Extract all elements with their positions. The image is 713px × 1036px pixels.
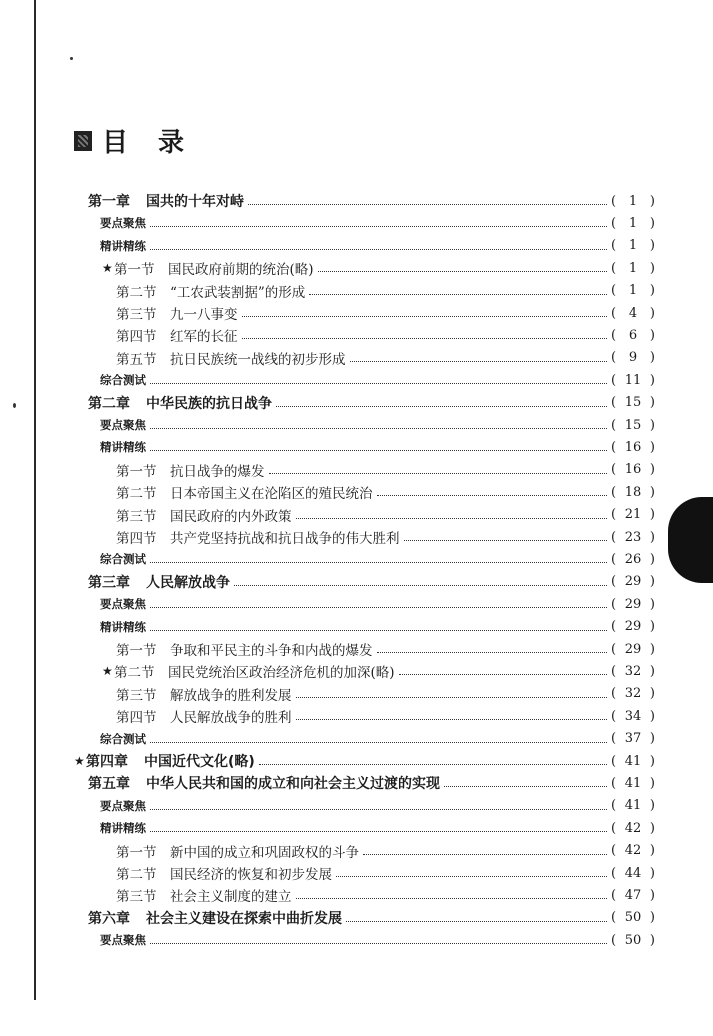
page-title: 目 录 (102, 128, 187, 158)
toc-entry-label (116, 841, 359, 861)
toc-entry[interactable] (116, 683, 655, 705)
dot-leader (296, 897, 608, 899)
toc-page-number: ( 29 ) (611, 596, 655, 612)
toc-entry-title: 人民解放战争的胜利 (170, 710, 292, 727)
toc-entry[interactable] (102, 660, 655, 682)
toc-entry[interactable] (100, 212, 655, 234)
page-number-value: 50 (624, 932, 642, 948)
toc-entry[interactable] (100, 795, 655, 817)
toc-entry[interactable] (100, 929, 655, 951)
toc-page-number: ( 29 ) (611, 574, 655, 590)
toc-entry-label (116, 639, 373, 659)
toc-page-number: ( 42 ) (611, 820, 655, 836)
toc-page-number: ( 1 ) (611, 238, 655, 254)
toc-entry-label (100, 820, 146, 836)
toc-page-number: ( 6 ) (611, 327, 655, 343)
toc-entry-title: 红军的长征 (170, 329, 238, 346)
toc-entry[interactable] (116, 638, 655, 660)
toc-entry-number: 第三节 (116, 687, 157, 704)
toc-entry-label (116, 885, 292, 905)
toc-entry-label (100, 417, 146, 433)
toc-entry-label (116, 281, 305, 301)
page-number-value: 1 (628, 283, 638, 299)
toc-entry-number: 第四节 (116, 329, 157, 346)
dot-leader (350, 360, 608, 362)
toc-entry-number: 第二节 (116, 486, 157, 503)
toc-entry-number: 第五节 (116, 351, 157, 368)
toc-page-number: ( 41 ) (611, 775, 655, 791)
toc-entry[interactable] (116, 840, 655, 862)
toc-entry-label (88, 773, 440, 793)
dot-leader (242, 315, 608, 317)
toc-entry-label (100, 731, 146, 747)
toc-entry-title: 国民经济的恢复和初步发展 (170, 867, 332, 883)
page-number-value: 4 (628, 305, 638, 321)
toc-entry-title: 中国近代文化(略) (144, 754, 255, 770)
toc-entry-number: 第五章 (88, 776, 130, 793)
toc-entry[interactable] (116, 302, 655, 324)
page-number-value: 42 (624, 843, 642, 859)
toc-entry[interactable] (116, 347, 655, 369)
toc-entry-label (116, 348, 346, 368)
toc-entry-number: 第一节 (114, 262, 155, 279)
toc-entry-label (116, 684, 292, 704)
dot-leader (150, 741, 607, 743)
toc-entry-label (100, 596, 146, 612)
toc-page-number: ( 18 ) (611, 484, 655, 500)
toc-entry-title: 九一八事变 (170, 307, 238, 323)
toc-entry-title: 抗日战争的爆发 (170, 463, 265, 480)
dot-leader (150, 427, 607, 429)
toc-entry-title: 要点聚焦 (100, 418, 146, 432)
toc-entry[interactable] (100, 369, 655, 391)
toc-page-number: ( 15 ) (611, 395, 655, 411)
toc-entry-number: 第三节 (116, 889, 157, 906)
toc-entry-label (86, 751, 255, 771)
optional-star-icon: ★ (102, 664, 113, 679)
dot-leader (377, 651, 608, 653)
dot-leader (296, 517, 608, 519)
dot-leader (444, 785, 607, 787)
toc-page-number: ( 16 ) (611, 439, 655, 455)
dot-leader (296, 718, 608, 720)
page-spine-line (34, 0, 36, 1000)
dot-leader (404, 539, 608, 541)
dot-leader (276, 405, 607, 407)
toc-page-number: ( 29 ) (611, 619, 655, 635)
toc-entry-title: 精讲精练 (100, 440, 146, 455)
toc-entry-title: 解放战争的胜利发展 (170, 687, 292, 704)
page-number-value: 21 (624, 507, 642, 523)
toc-entry[interactable] (116, 459, 655, 481)
toc-page-number: ( 4 ) (611, 305, 655, 321)
toc-entry[interactable] (116, 280, 655, 302)
toc-entry-title: 中华人民共和国的成立和向社会主义过渡的实现 (146, 776, 440, 793)
toc-entry-title: “工农武装割据”的形成 (170, 284, 306, 301)
toc-entry-label (116, 303, 238, 323)
toc-page-number: ( 50 ) (611, 932, 655, 948)
toc-page-number: ( 11 ) (611, 372, 655, 388)
dot-leader (399, 673, 607, 675)
toc-page-number: ( 16 ) (611, 462, 655, 478)
print-speck (70, 57, 73, 60)
toc-entry-label (116, 460, 265, 480)
toc-page-number: ( 1 ) (611, 283, 655, 299)
toc-entry-label (116, 482, 373, 502)
toc-page-number: ( 1 ) (611, 260, 655, 276)
toc-entry-title: 要点聚焦 (100, 216, 146, 231)
toc-entry[interactable] (88, 907, 655, 929)
page-number-value: 50 (624, 910, 642, 926)
dot-leader (346, 920, 607, 922)
page-number-value: 41 (624, 753, 642, 769)
page-number-value: 47 (624, 887, 642, 903)
toc-page-number: ( 26 ) (611, 551, 655, 567)
toc-entry-title: 要点聚焦 (100, 597, 146, 612)
toc-entry-number: 第二节 (114, 665, 155, 682)
print-speck (13, 403, 16, 408)
toc-entry-title: 精讲精练 (100, 619, 146, 634)
dot-leader (377, 494, 608, 496)
toc-page-number: ( 1 ) (611, 193, 655, 209)
page-number-value: 42 (624, 820, 642, 836)
page-heading (74, 122, 186, 159)
toc-page-number: ( 37 ) (611, 731, 655, 747)
toc-entry-label (88, 572, 230, 592)
toc-entry-title: 争取和平民主的斗争和内战的爆发 (170, 643, 373, 659)
toc-page-number: ( 15 ) (611, 417, 655, 433)
toc-entry-label (100, 551, 146, 567)
toc-entry-number: 第一节 (116, 643, 157, 659)
toc-entry-title: 国民党统治区政治经济危机的加深(略) (168, 665, 395, 682)
page-number-value: 44 (624, 865, 642, 881)
dot-leader (234, 584, 607, 586)
toc-entry-title: 抗日民族统一战线的初步形成 (170, 351, 346, 368)
toc-page-number: ( 21 ) (611, 507, 655, 523)
toc-entry[interactable] (88, 772, 655, 794)
toc-entry[interactable] (116, 481, 655, 503)
dot-leader (242, 337, 608, 339)
toc-page-number: ( 47 ) (611, 887, 655, 903)
page-number-value: 32 (624, 663, 642, 679)
toc-entry-number: 第一节 (116, 844, 157, 861)
toc-entry[interactable] (100, 817, 655, 839)
toc-entry[interactable] (74, 750, 655, 772)
book-icon (74, 131, 92, 151)
toc-entry-number: 第三章 (88, 574, 130, 591)
toc-entry-label (100, 932, 146, 948)
toc-entry-title: 精讲精练 (100, 821, 146, 836)
dot-leader (296, 696, 608, 698)
toc-entry-label (116, 706, 292, 726)
page-number-value: 15 (624, 395, 642, 411)
toc-entry[interactable] (100, 593, 655, 615)
toc-entry-title: 新中国的成立和巩固政权的斗争 (170, 844, 359, 861)
toc-page-number: ( 32 ) (611, 686, 655, 702)
toc-entry-label (116, 505, 292, 525)
toc-entry-title: 国民政府前期的统治(略) (168, 262, 314, 279)
toc-entry-title: 中华民族的抗日战争 (146, 395, 272, 412)
toc-entry[interactable] (88, 571, 655, 593)
toc-entry-label (100, 798, 146, 814)
toc-entry[interactable] (116, 526, 655, 548)
toc-entry-title: 社会主义制度的建立 (170, 889, 292, 906)
toc-entry-title: 共产党坚持抗战和抗日战争的伟大胜利 (170, 531, 400, 547)
toc-entry[interactable] (88, 190, 655, 212)
toc-entry[interactable] (116, 884, 655, 906)
dot-leader (269, 472, 608, 474)
toc-entry-number: 第一节 (116, 463, 157, 480)
dot-leader (150, 382, 607, 384)
toc-page-number: ( 1 ) (611, 215, 655, 231)
page-number-value: 1 (628, 260, 638, 276)
toc-entry[interactable] (116, 504, 655, 526)
toc-page-number: ( 41 ) (611, 798, 655, 814)
toc-entry-label (100, 619, 146, 635)
page-number-value: 41 (624, 798, 642, 814)
toc-entry[interactable] (88, 392, 655, 414)
toc-entry-number: 第二节 (116, 284, 157, 301)
chapter-thumb-tab (668, 497, 713, 583)
toc-entry-label (116, 863, 332, 883)
toc-entry-label (116, 325, 238, 345)
page-number-value: 37 (624, 731, 642, 747)
dot-leader (150, 225, 607, 227)
toc-entry-number: 第四节 (116, 531, 157, 547)
toc-entry-number: 第六章 (88, 910, 130, 927)
page-number-value: 6 (628, 327, 638, 343)
page-number-value: 32 (624, 686, 642, 702)
toc-entry-label (88, 393, 272, 413)
dot-leader (150, 606, 607, 608)
page-number-value: 15 (624, 417, 642, 433)
dot-leader (309, 293, 607, 295)
dot-leader (318, 270, 607, 272)
page-number-value: 26 (624, 551, 642, 567)
toc-entry-number: 第三节 (116, 307, 157, 323)
toc-entry[interactable] (100, 414, 655, 436)
toc-entry-label (114, 258, 314, 278)
dot-leader (150, 248, 607, 250)
page-number-value: 29 (624, 641, 642, 657)
dot-leader (150, 449, 607, 451)
toc-entry-title: 综合测试 (100, 552, 146, 567)
toc-entry-title: 综合测试 (100, 731, 146, 746)
page-number-value: 9 (628, 350, 638, 366)
dot-leader (150, 561, 607, 563)
toc-entry-label (88, 908, 342, 928)
toc-entry-label (114, 661, 395, 681)
optional-star-icon: ★ (74, 754, 85, 768)
dot-leader (150, 942, 607, 944)
page-number-value: 1 (628, 193, 638, 209)
optional-star-icon: ★ (102, 261, 113, 276)
page-number-value: 11 (624, 372, 642, 388)
toc-entry[interactable] (100, 616, 655, 638)
toc-entry-title: 综合测试 (100, 373, 146, 388)
toc-entry-title: 社会主义建设在探索中曲折发展 (146, 910, 342, 927)
page-number-value: 1 (628, 215, 638, 231)
toc-entry-title: 精讲精练 (100, 238, 146, 253)
toc-entry-title: 要点聚焦 (100, 933, 146, 948)
toc-page-number: ( 44 ) (611, 865, 655, 881)
toc-page-number: ( 23 ) (611, 529, 655, 545)
toc-entry-label (100, 372, 146, 388)
toc-entry-title: 要点聚焦 (100, 798, 146, 813)
toc-entry-number: 第二节 (116, 867, 157, 883)
page-number-value: 29 (624, 619, 642, 635)
toc-entry-title: 国共的十年对峙 (146, 194, 244, 210)
toc-entry[interactable] (116, 862, 655, 884)
toc-entry[interactable] (102, 257, 655, 279)
dot-leader (150, 808, 607, 810)
toc-entry-title: 国民政府的内外政策 (170, 508, 292, 525)
toc-page-number: ( 42 ) (611, 843, 655, 859)
page-number-value: 23 (624, 529, 642, 545)
toc-entry[interactable] (100, 548, 655, 570)
dot-leader (150, 830, 607, 832)
page-number-value: 18 (624, 484, 642, 500)
dot-leader (259, 763, 607, 765)
dot-leader (248, 203, 607, 205)
dot-leader (363, 853, 607, 855)
toc-entry-number: 第二章 (88, 395, 130, 412)
toc-entry[interactable] (100, 728, 655, 750)
page-number-value: 34 (624, 708, 642, 724)
toc-page-number: ( 9 ) (611, 350, 655, 366)
page-number-value: 1 (628, 238, 638, 254)
toc-entry[interactable] (116, 705, 655, 727)
toc-entry-number: 第一章 (88, 194, 130, 210)
toc-page-number: ( 50 ) (611, 910, 655, 926)
toc-entry-label (100, 215, 146, 231)
toc-entry-label (100, 439, 146, 455)
toc-entry-label (116, 527, 400, 547)
page-number-value: 41 (624, 775, 642, 791)
page-number-value: 29 (624, 596, 642, 612)
toc-entry-number: 第四节 (116, 710, 157, 727)
toc-entry-title: 日本帝国主义在沦陷区的殖民统治 (170, 486, 373, 503)
toc-page-number: ( 34 ) (611, 708, 655, 724)
toc-entry-title: 人民解放战争 (146, 574, 230, 591)
toc-entry[interactable] (100, 235, 655, 257)
toc-page-number: ( 41 ) (611, 753, 655, 769)
page-number-value: 16 (624, 462, 642, 478)
page-number-value: 29 (624, 574, 642, 590)
toc-entry-label (88, 191, 244, 211)
dot-leader (150, 629, 607, 631)
toc-entry-label (100, 238, 146, 254)
toc-page-number: ( 32 ) (611, 663, 655, 679)
toc-entry-number: 第四章 (86, 754, 128, 770)
toc-page-number: ( 29 ) (611, 641, 655, 657)
toc-entry-number: 第三节 (116, 508, 157, 525)
dot-leader (336, 875, 607, 877)
toc-entry[interactable] (100, 436, 655, 458)
toc-entry[interactable] (116, 324, 655, 346)
page-number-value: 16 (624, 439, 642, 455)
